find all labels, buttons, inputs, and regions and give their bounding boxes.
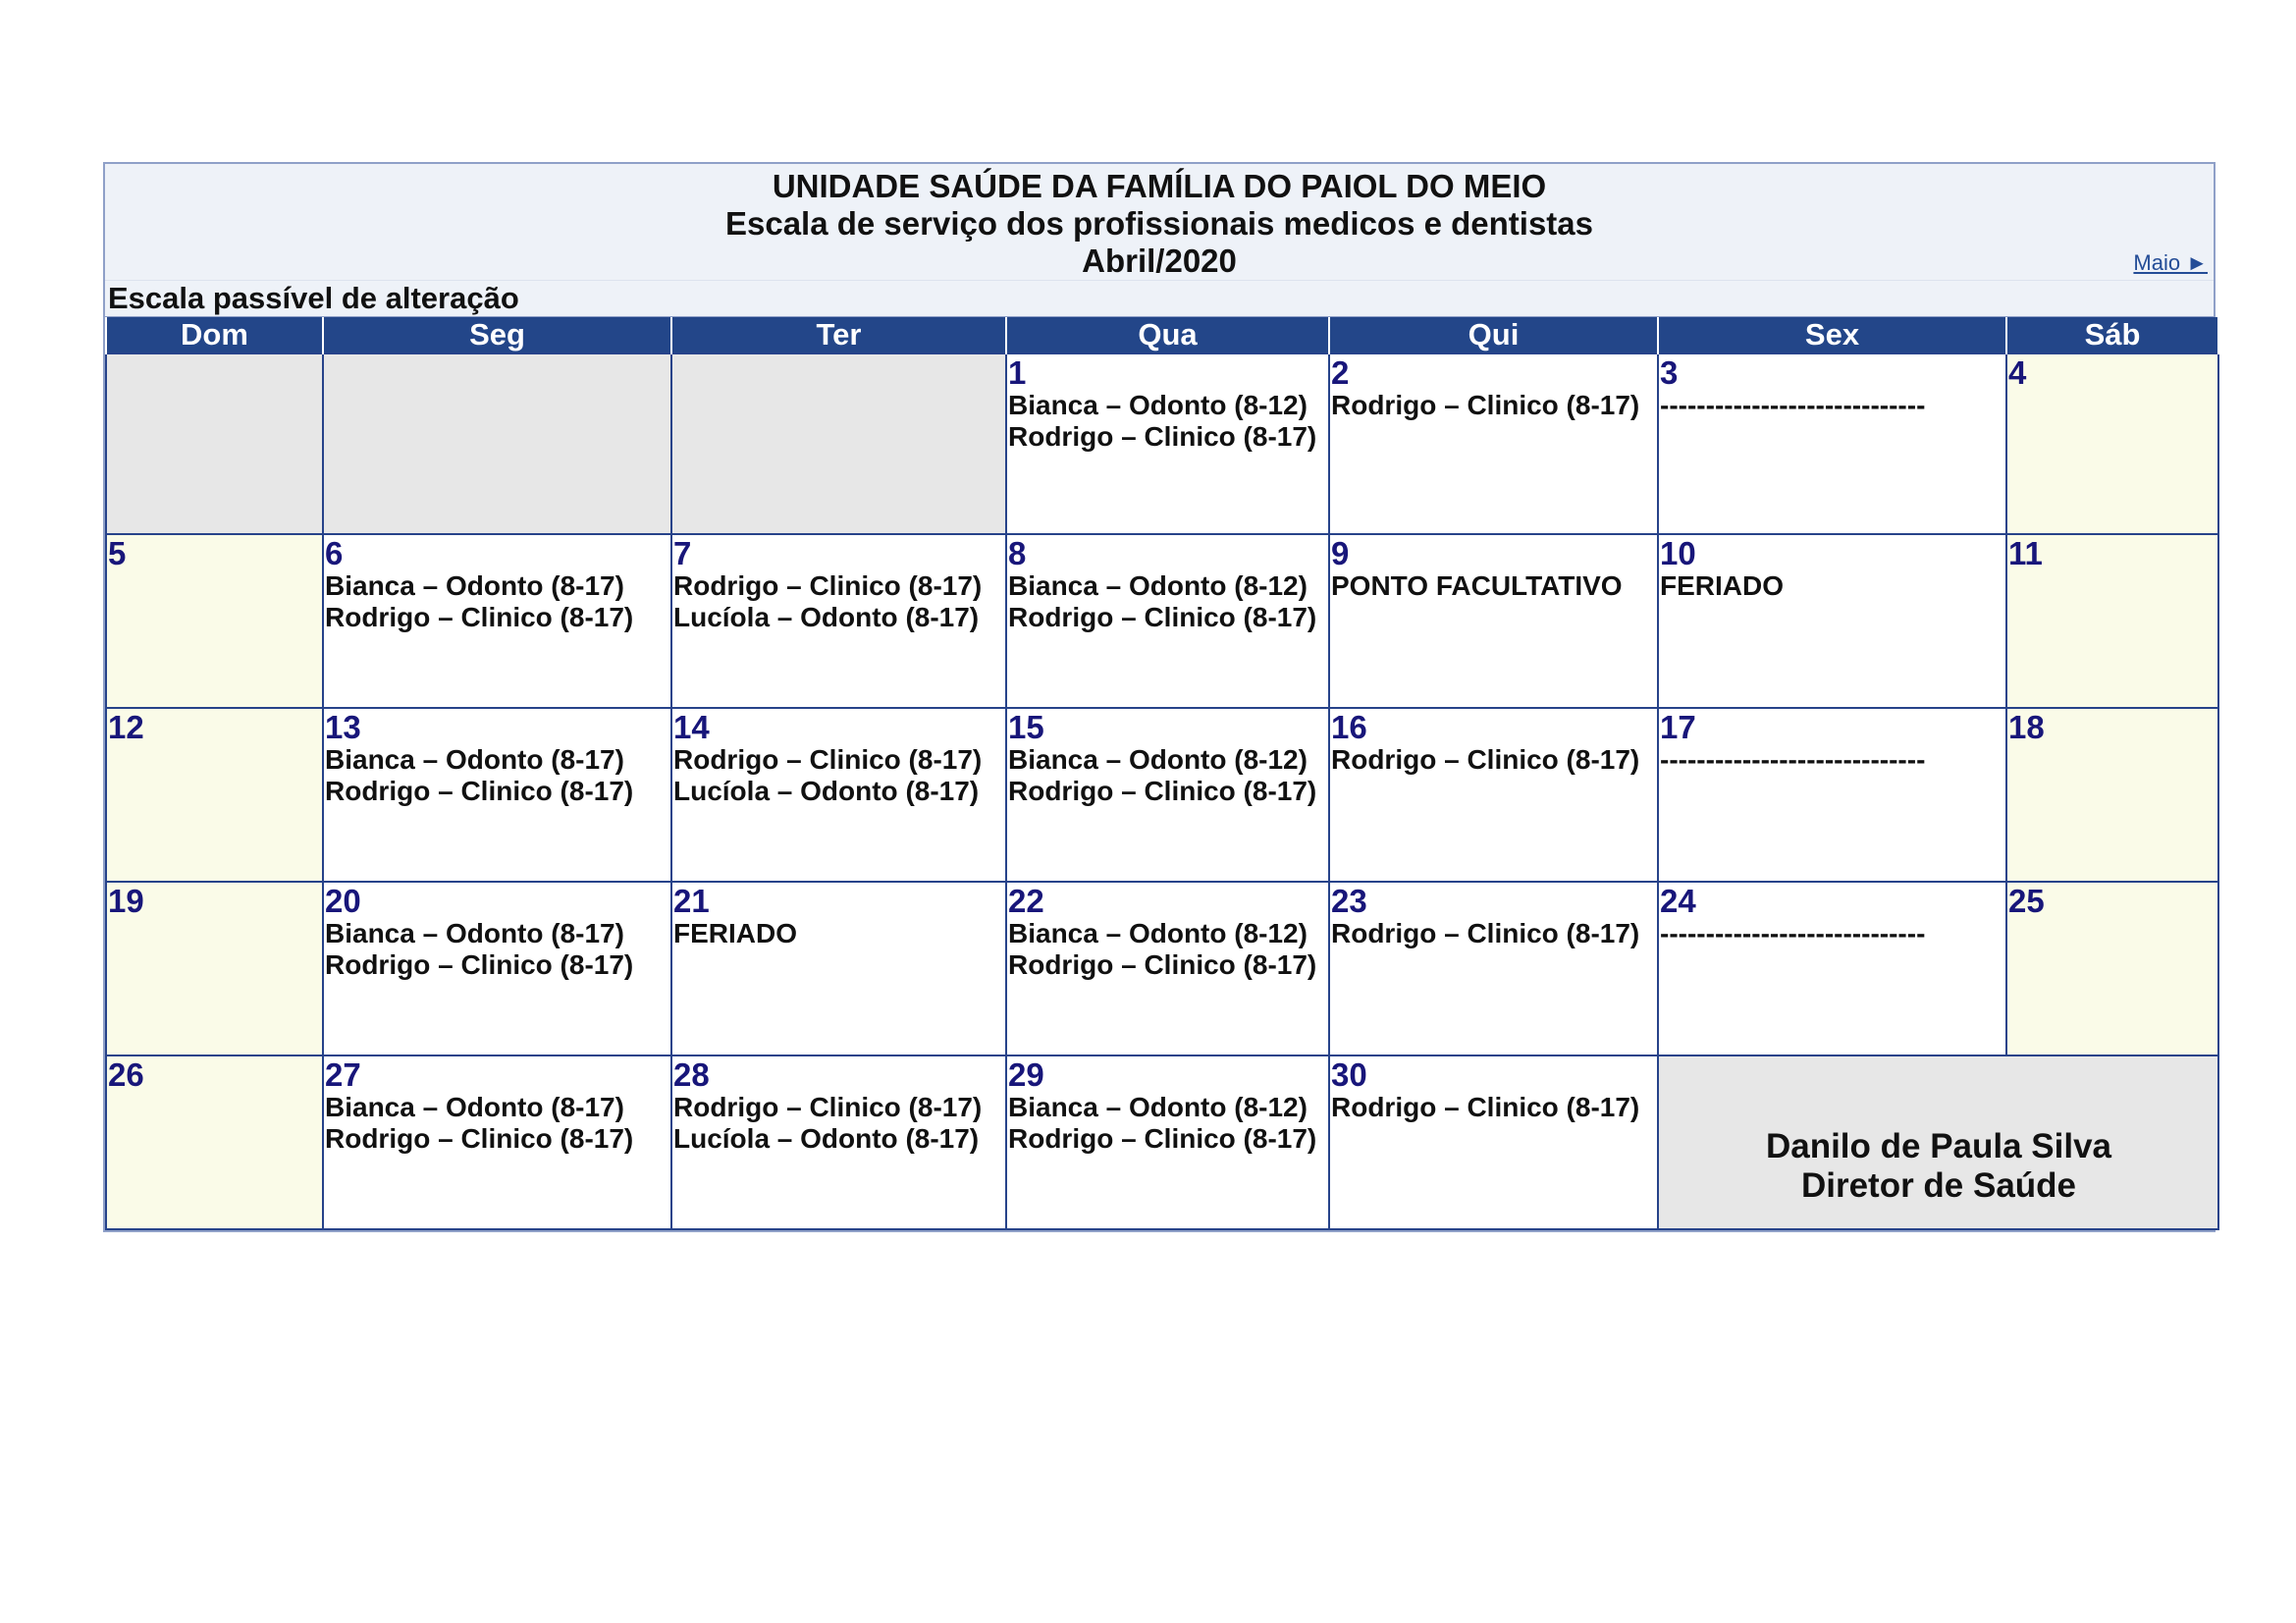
day-number: 28 [673, 1056, 710, 1093]
day-number: 16 [1331, 709, 1367, 745]
shift-entry: Rodrigo – Clinico (8-17) [1008, 776, 1317, 806]
day-number: 14 [673, 709, 710, 745]
day-number: 23 [1331, 883, 1367, 919]
shift-entry: Lucíola – Odonto (8-17) [673, 1123, 980, 1154]
weekday-sunday: Dom [106, 317, 323, 353]
week-row [106, 353, 2218, 534]
day-cell [106, 1055, 323, 1229]
shift-entry: FERIADO [673, 918, 797, 948]
shift-entry: Lucíola – Odonto (8-17) [673, 776, 980, 806]
day-number: 12 [108, 709, 144, 745]
calendar [103, 162, 2216, 1232]
shift-entry: Rodrigo – Clinico (8-17) [1008, 421, 1317, 452]
day-cell [106, 882, 323, 1055]
shift-entry: FERIADO [1660, 570, 1784, 601]
shift-entry: Rodrigo – Clinico (8-17) [1008, 1123, 1317, 1154]
week-row [106, 1055, 2218, 1229]
schedule-note: Escala passível de alteração [108, 281, 519, 315]
day-cell [1329, 534, 1658, 708]
day-cell [671, 882, 1006, 1055]
weekday-tuesday: Ter [671, 317, 1006, 353]
day-cell [2006, 708, 2218, 882]
day-cell [323, 882, 671, 1055]
day-number: 10 [1660, 535, 1696, 571]
day-cell [1329, 1055, 1658, 1229]
shift-entry: Rodrigo – Clinico (8-17) [673, 1092, 983, 1122]
weekday-monday: Seg [323, 317, 671, 353]
calendar-header [105, 164, 2214, 317]
day-cell [671, 1055, 1006, 1229]
shift-entry: Rodrigo – Clinico (8-17) [1331, 390, 1640, 420]
day-cell [1006, 534, 1329, 708]
day-cell [1006, 353, 1329, 534]
shift-entry: ----------------------------- [1660, 744, 1926, 775]
shift-entry: Rodrigo – Clinico (8-17) [1331, 744, 1640, 775]
shift-entry: PONTO FACULTATIVO [1331, 570, 1623, 601]
day-cell [1329, 882, 1658, 1055]
day-cell [1329, 353, 1658, 534]
shift-entry: Bianca – Odonto (8-17) [325, 570, 624, 601]
day-cell [1658, 882, 2006, 1055]
shift-entry: Rodrigo – Clinico (8-17) [1331, 918, 1640, 948]
shift-entry: Rodrigo – Clinico (8-17) [325, 1123, 634, 1154]
day-number: 27 [325, 1056, 361, 1093]
day-cell [1658, 534, 2006, 708]
signature-cell [1658, 1055, 2218, 1229]
day-number: 30 [1331, 1056, 1367, 1093]
shift-entry: Bianca – Odonto (8-12) [1008, 570, 1308, 601]
day-number: 5 [108, 535, 127, 571]
weekday-saturday: Sáb [2006, 317, 2218, 353]
day-number: 19 [108, 883, 144, 919]
empty-day-cell [671, 353, 1006, 534]
empty-day-cell [323, 353, 671, 534]
day-cell [1006, 708, 1329, 882]
day-number: 3 [1660, 354, 1679, 391]
day-number: 4 [2008, 354, 2027, 391]
week-row [106, 882, 2218, 1055]
day-cell [2006, 534, 2218, 708]
calendar-body [106, 353, 2218, 1229]
shift-entry: Bianca – Odonto (8-12) [1008, 918, 1308, 948]
shift-entry: Bianca – Odonto (8-12) [1008, 390, 1308, 420]
day-cell [671, 708, 1006, 882]
week-row [106, 708, 2218, 882]
day-cell [1329, 708, 1658, 882]
day-cell [323, 708, 671, 882]
shift-entry: Rodrigo – Clinico (8-17) [1008, 602, 1317, 632]
day-number: 25 [2008, 883, 2045, 919]
day-cell [1658, 708, 2006, 882]
day-number: 29 [1008, 1056, 1044, 1093]
week-row [106, 534, 2218, 708]
weekday-wednesday: Qua [1006, 317, 1329, 353]
weekday-header-row [106, 317, 2218, 353]
day-cell [323, 534, 671, 708]
title-block [105, 164, 2214, 281]
empty-day-cell [106, 353, 323, 534]
shift-entry: Lucíola – Odonto (8-17) [673, 602, 980, 632]
month-title: Abril/2020 [1082, 243, 1237, 279]
shift-entry: ----------------------------- [1660, 390, 1926, 420]
day-number: 13 [325, 709, 361, 745]
shift-entry: Rodrigo – Clinico (8-17) [673, 744, 983, 775]
weekday-friday: Sex [1658, 317, 2006, 353]
shift-entry: Rodrigo – Clinico (8-17) [1008, 949, 1317, 980]
shift-entry: Bianca – Odonto (8-17) [325, 918, 624, 948]
shift-entry: ----------------------------- [1660, 918, 1926, 948]
shift-entry: Bianca – Odonto (8-17) [325, 744, 624, 775]
shift-entry: Rodrigo – Clinico (8-17) [673, 570, 983, 601]
day-cell [671, 534, 1006, 708]
day-number: 24 [1660, 883, 1696, 919]
day-cell [106, 708, 323, 882]
next-month-link[interactable]: Maio ► [2133, 250, 2208, 275]
day-number: 9 [1331, 535, 1350, 571]
day-number: 18 [2008, 709, 2045, 745]
unit-title: UNIDADE SAÚDE DA FAMÍLIA DO PAIOL DO MEIO [772, 168, 1547, 204]
calendar-grid [105, 317, 2219, 1230]
weekday-thursday: Qui [1329, 317, 1658, 353]
shift-entry: Bianca – Odonto (8-17) [325, 1092, 624, 1122]
shift-entry: Rodrigo – Clinico (8-17) [1331, 1092, 1640, 1122]
shift-entry: Bianca – Odonto (8-12) [1008, 744, 1308, 775]
day-number: 17 [1660, 709, 1696, 745]
day-number: 26 [108, 1056, 144, 1093]
day-cell [1006, 882, 1329, 1055]
shift-entry: Rodrigo – Clinico (8-17) [325, 776, 634, 806]
day-number: 1 [1008, 354, 1027, 391]
day-number: 20 [325, 883, 361, 919]
day-cell [1658, 353, 2006, 534]
day-number: 6 [325, 535, 344, 571]
day-cell [2006, 882, 2218, 1055]
day-number: 2 [1331, 354, 1350, 391]
day-number: 8 [1008, 535, 1027, 571]
day-number: 7 [673, 535, 692, 571]
day-cell [2006, 353, 2218, 534]
shift-entry: Rodrigo – Clinico (8-17) [325, 949, 634, 980]
day-cell [323, 1055, 671, 1229]
shift-entry: Bianca – Odonto (8-12) [1008, 1092, 1308, 1122]
day-cell [106, 534, 323, 708]
signature-role: Diretor de Saúde [1800, 1165, 2077, 1205]
day-number: 15 [1008, 709, 1044, 745]
schedule-subtitle: Escala de serviço dos profissionais medicos e dentistas [724, 205, 1594, 242]
day-cell [1006, 1055, 1329, 1229]
signature-name: Danilo de Paula Silva [1765, 1126, 2112, 1165]
day-number: 11 [2008, 535, 2043, 571]
day-number: 21 [673, 883, 710, 919]
day-number: 22 [1008, 883, 1044, 919]
shift-entry: Rodrigo – Clinico (8-17) [325, 602, 634, 632]
